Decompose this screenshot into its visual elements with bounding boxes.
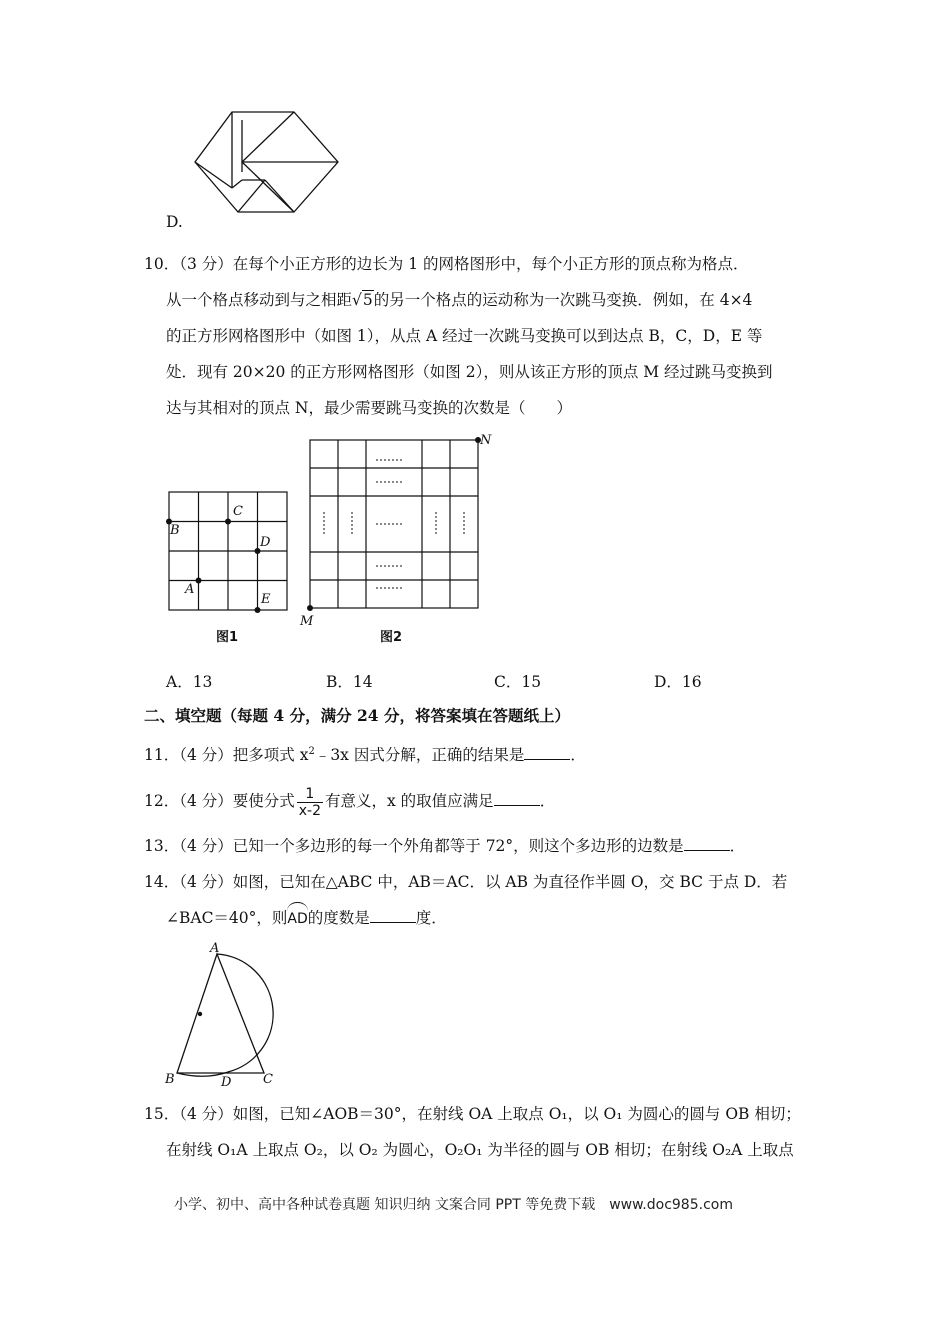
q10-line5: 达与其相对的顶点 N，最少需要跳马变换的次数是（ ）: [166, 399, 572, 417]
q10-line2: 从一个格点移动到与之相距√5的另一个格点的运动称为一次跳马变换．例如，在 4×4: [166, 291, 753, 309]
q10-option-d: D．16: [654, 673, 702, 691]
q9-option-d-figure: [190, 110, 345, 216]
q10-line3: 的正方形网格图形中（如图 1），从点 A 经过一次跳马变换可以到达点 B，C，D，E 等: [166, 327, 763, 345]
q15-line2: 在射线 O₁A 上取点 O₂，以 O₂ 为圆心，O₂O₁ 为半径的圆与 OB 相切；在射线 O₂A 上取点: [166, 1141, 794, 1159]
q11: 11．（4 分）把多项式 $x^2﹣3x$ 因式分解，正确的结果是 ．: [144, 746, 586, 765]
q12-answer-blank: [494, 791, 540, 806]
label-a: A: [185, 582, 195, 597]
q14-line1: 14．（4 分）如图，已知在△ABC 中，AB＝AC．以 AB 为直径作半圆 O，交 BC 于点 D．若: [144, 873, 788, 891]
label-m: M: [300, 614, 314, 629]
page-footer: 小学、初中、高中各种试卷真题 知识归纳 文案合同 PPT 等免费下载 www.doc985.com: [174, 1197, 733, 1213]
q12: 12．（4 分）要使分式 $\frac{1}{x-2}$ 有意义，x 的取值应满足 ．: [144, 785, 556, 819]
section-2-heading: 二、填空题（每题 4 分，满分 24 分，将答案填在答题纸上）: [144, 706, 570, 725]
q9-option-d-label: D.: [166, 213, 183, 231]
label-c: C: [263, 1072, 273, 1087]
point-c-dot: [225, 519, 231, 525]
point-a-dot: [196, 578, 202, 584]
point-e-dot: [255, 607, 261, 613]
q13-answer-blank: [684, 836, 730, 851]
point-m-dot: [307, 605, 313, 611]
label-d: D: [221, 1075, 232, 1090]
q10-figure-1: [160, 486, 300, 618]
sqrt-five: √5: [352, 291, 373, 309]
arc-ad: AD: [287, 909, 307, 929]
q14-line2: ∠BAC＝40°，则 AD的度数是 度．: [166, 908, 447, 929]
label-e: E: [261, 592, 271, 607]
q10-figure-1-caption: 图1: [216, 630, 239, 645]
q10-option-a: A．13: [166, 673, 213, 691]
label-b: B: [165, 1072, 175, 1087]
fraction: $\frac{1}{x-2}$: [298, 785, 322, 819]
label-n: N: [480, 433, 492, 448]
q14-figure: [160, 940, 290, 1090]
q10-line1: 10．（3 分）在每个小正方形的边长为 1 的网格图形中，每个小正方形的顶点称为格点．: [144, 255, 749, 273]
q10-option-c: C．15: [494, 673, 542, 691]
q10-line4: 处．现有 20×20 的正方形网格图形（如图 2），则从该正方形的顶点 M 经过跳马变换到: [166, 363, 773, 381]
q13: 13．（4 分）已知一个多边形的每一个外角都等于 72°，则这个多边形的边数是 ．: [144, 837, 746, 855]
label-c: C: [233, 504, 243, 519]
center-o-dot: [198, 1012, 202, 1016]
label-d: D: [260, 535, 271, 550]
q11-answer-blank: [524, 745, 570, 760]
q14-answer-blank: [370, 908, 416, 923]
q15-line1: 15．（4 分）如图，已知∠AOB＝30°，在射线 OA 上取点 O₁，以 O₁ 为圆心的圆与 OB 相切；: [144, 1105, 801, 1123]
q10-figure-2-caption: 图2: [380, 630, 403, 645]
label-a: A: [210, 941, 220, 956]
q10-option-b: B．14: [326, 673, 373, 691]
label-b: B: [170, 523, 180, 538]
q10-figure-2: [296, 432, 496, 632]
